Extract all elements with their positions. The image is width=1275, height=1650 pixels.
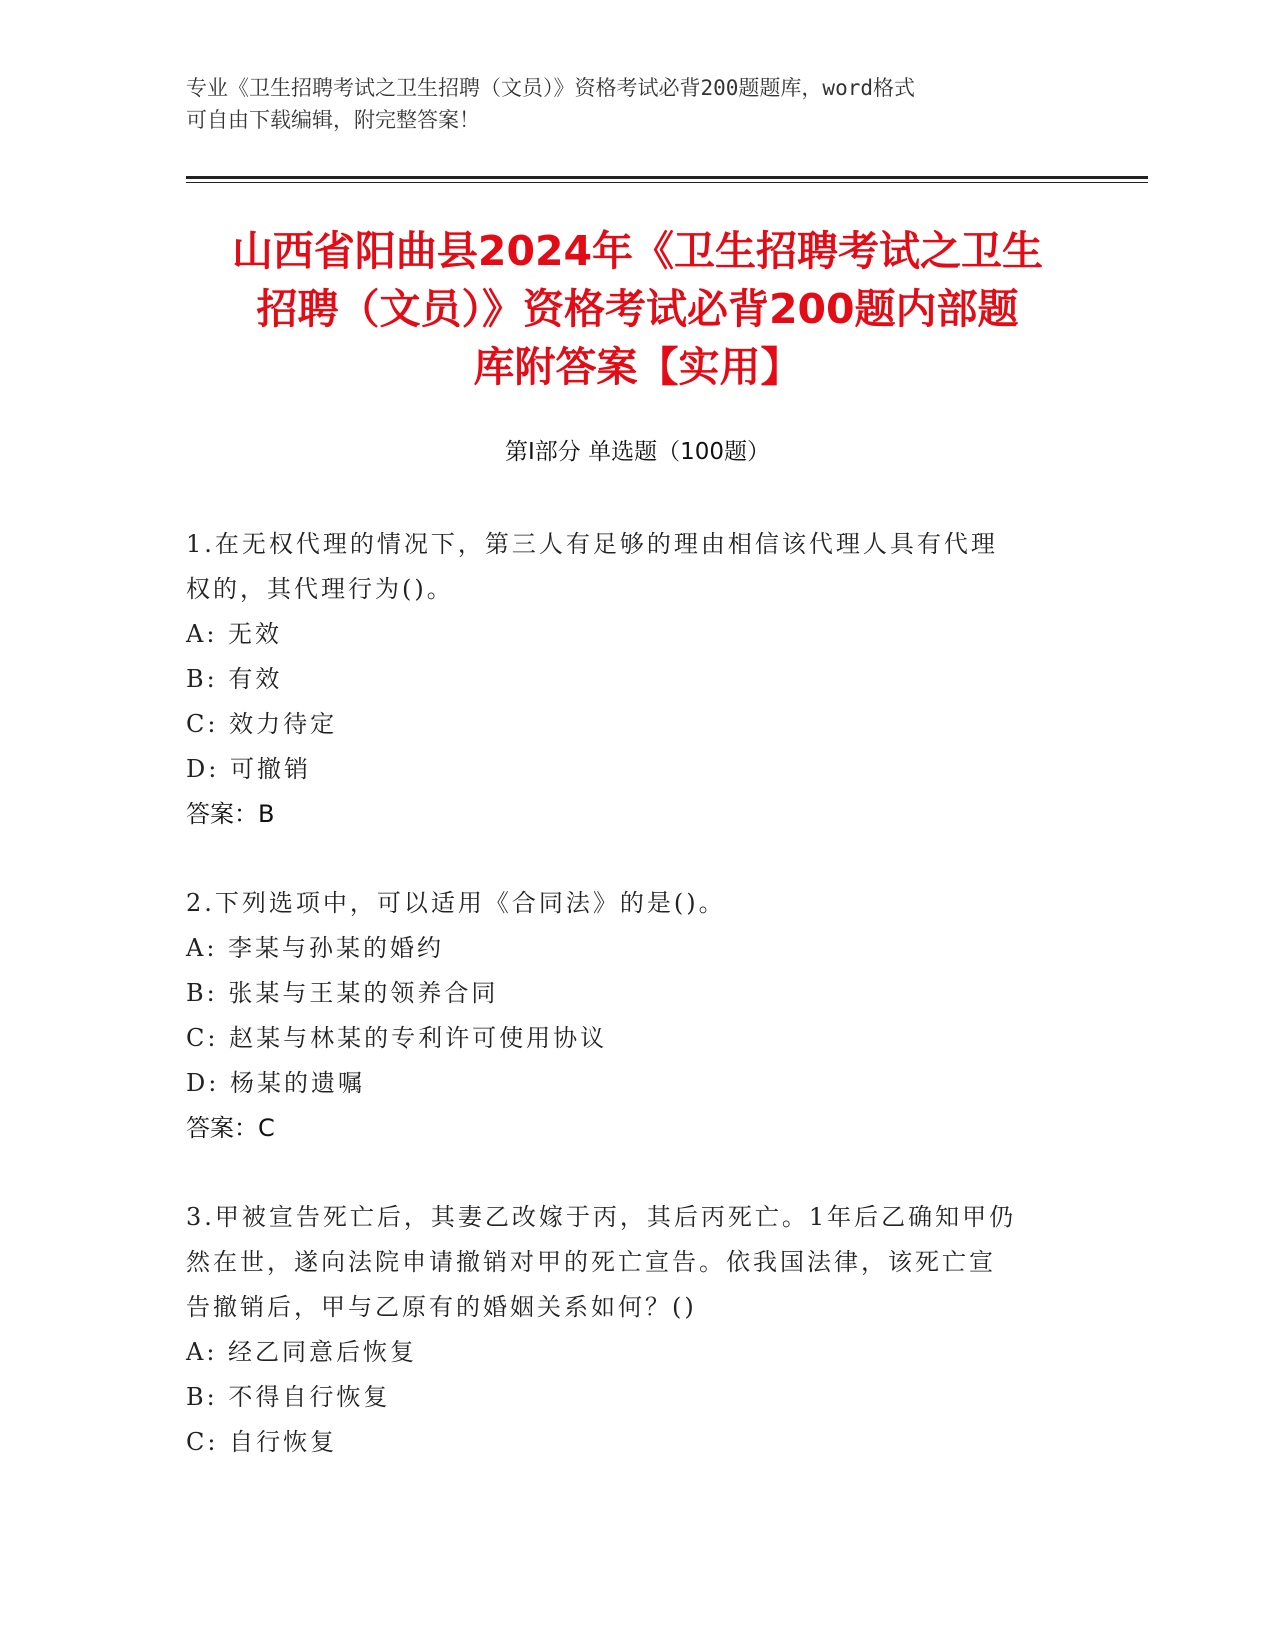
question-stem-line: 2.下列选项中，可以适用《合同法》的是()。 — [186, 889, 726, 917]
header-note — [186, 72, 1066, 136]
option-c: C: 自行恢复 — [186, 1428, 338, 1456]
question-stem-line: 然在世，遂向法院申请撤销对甲的死亡宣告。依我国法律，该死亡宣 — [186, 1248, 996, 1276]
question-stem-line: 1.在无权代理的情况下，第三人有足够的理由相信该代理人具有代理 — [186, 530, 998, 558]
option-a: A: 经乙同意后恢复 — [186, 1338, 418, 1366]
document-title-line-1: 山西省阳曲县2024年《卫生招聘考试之卫生 — [231, 227, 1044, 275]
question-list — [186, 522, 1086, 1509]
option-d: D: 杨某的遗嘱 — [186, 1069, 365, 1097]
question-2 — [186, 881, 1086, 1151]
question-1 — [186, 522, 1086, 837]
document-title-line-3: 库附答案【实用】 — [473, 343, 802, 391]
option-c: C: 赵某与林某的专利许可使用协议 — [186, 1024, 608, 1052]
option-d: D: 可撤销 — [186, 755, 311, 783]
question-stem-line: 权的，其代理行为()。 — [186, 575, 454, 603]
header-rule-thick — [186, 176, 1148, 179]
document-title — [120, 222, 1155, 396]
question-stem-line: 3.甲被宣告死亡后，其妻乙改嫁于丙，其后丙死亡。1年后乙确知甲仍 — [186, 1203, 1017, 1231]
option-b: B: 张某与王某的领养合同 — [186, 979, 499, 1007]
option-b: B: 不得自行恢复 — [186, 1383, 391, 1411]
option-a: A: 李某与孙某的婚约 — [186, 934, 445, 962]
header-note-line-2: 可自由下载编辑，附完整答案！ — [186, 108, 480, 132]
option-b: B: 有效 — [186, 665, 283, 693]
header-note-line-1: 专业《卫生招聘考试之卫生招聘（文员）》资格考试必背200题题库，word格式 — [186, 76, 915, 100]
option-c: C: 效力待定 — [186, 710, 338, 738]
header-rule-thin — [186, 182, 1148, 183]
option-a: A: 无效 — [186, 620, 283, 648]
document-title-line-2: 招聘（文员）》资格考试必背200题内部题 — [256, 285, 1019, 333]
question-stem-line: 告撤销后，甲与乙原有的婚姻关系如何？() — [186, 1293, 697, 1321]
answer-line: 答案：C — [186, 1114, 275, 1142]
answer-line: 答案：B — [186, 800, 275, 828]
section-title: 第Ⅰ部分 单选题（100题） — [505, 439, 770, 465]
question-3 — [186, 1195, 1086, 1465]
